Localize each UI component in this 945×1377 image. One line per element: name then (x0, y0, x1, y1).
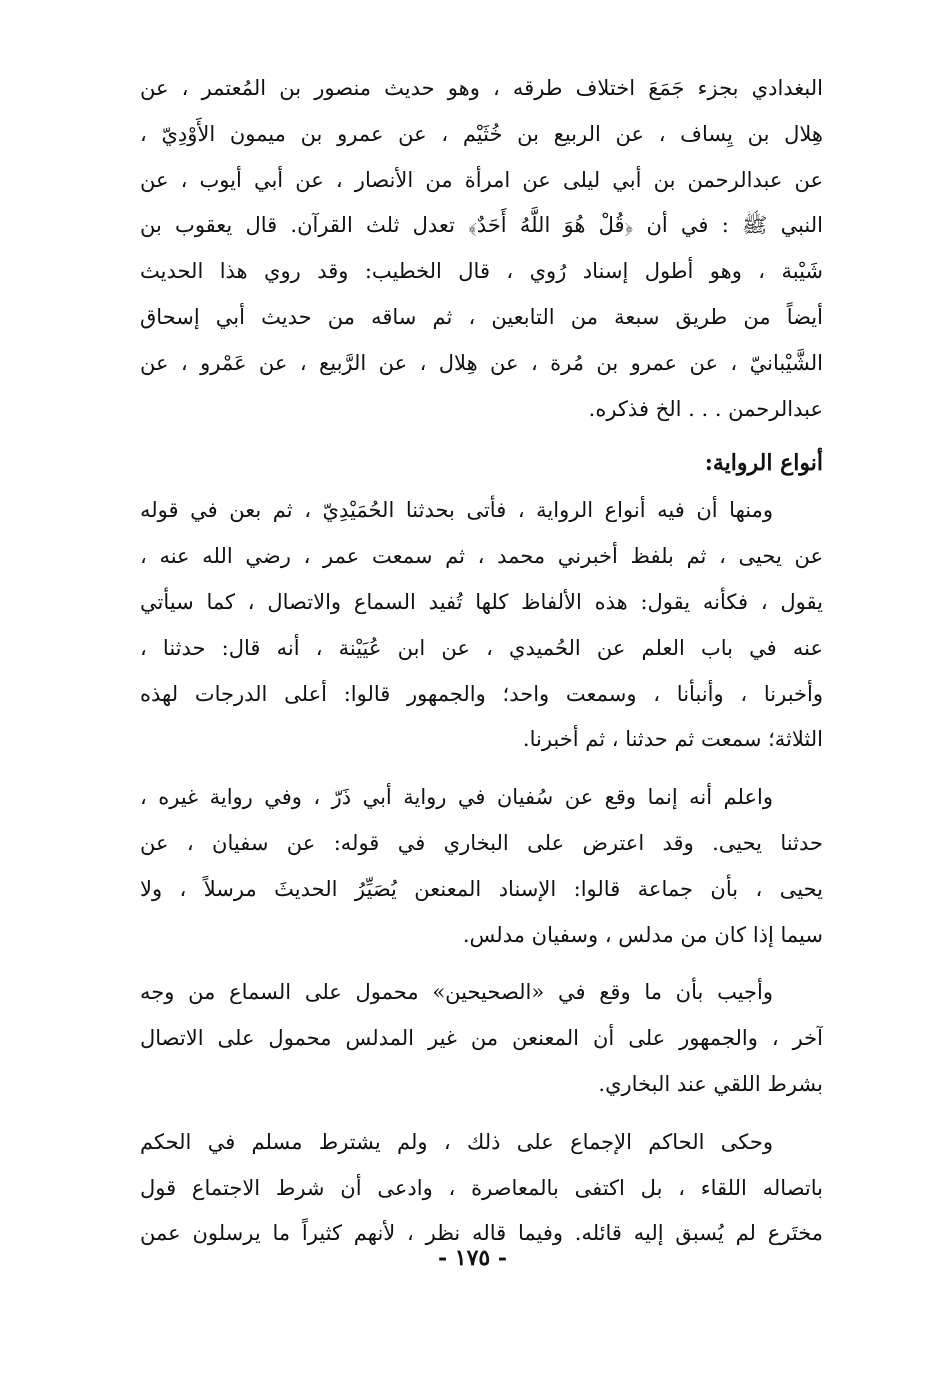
text-line: حدثنا يحيى. وقد اعترض على البخاري في قوله: عن سفيان ، عن (140, 830, 823, 855)
text-line: مختَرع لم يُسبق إليه قائله. وفيما قاله نظر ، لأنهم كثيراً ما يرسلون عمن (140, 1221, 823, 1246)
text-line: آخر ، والجمهور على أن المعنعن من غير المدلس محمول على الاتصال (140, 1026, 823, 1051)
paragraph-2 (140, 488, 823, 763)
text-line: هِلال بن يِساف ، عن الربيع بن خُثَيْم ، عن عمرو بن ميمون الأَوْدِيّ ، (140, 121, 823, 146)
text-line: وأجيب بأن ما وقع في «الصحيحين» محمول على السماع من وجه (140, 980, 773, 1005)
text-line: عنه في باب العلم عن الحُميدي ، عن ابن عُيَيْنة ، أنه قال: حدثنا ، (140, 635, 823, 660)
text-line: سيما إذا كان من مدلس ، وسفيان مدلس. (462, 922, 823, 947)
text-line: يحيى ، بأن جماعة قالوا: الإسناد المعنعن يُصَيِّرُ الحديثَ مرسلاً ، ولا (140, 876, 823, 901)
text-line: النبي ﷺ : في أن ﴿قُلْ هُوَ اللَّهُ أَحَدٌ﴾ تعدل ثلث القرآن. قال يعقوب بن (140, 213, 823, 238)
text-line: عن عبدالرحمن بن أبي ليلى عن امرأة من الأنصار ، عن أبي أيوب ، عن (140, 167, 823, 192)
text-line: وحكى الحاكم الإجماع على ذلك ، ولم يشترط مسلم في الحكم (140, 1129, 773, 1154)
paragraph-5 (140, 1120, 823, 1257)
text-line: البغدادي بجزء جَمَعَ اختلاف طرقه ، وهو حديث منصور بن المُعتمر ، عن (140, 76, 823, 100)
text-line: عن يحيى ، ثم بلفظ أخبرني محمد ، ثم سمعت عمر ، رضي الله عنه ، (140, 544, 823, 569)
text-line: وأخبرنا ، وأنبأنا ، وسمعت واحد؛ والجمهور قالوا: أعلى الدرجات لهذه (140, 681, 823, 706)
text-line: بشرط اللقي عند البخاري. (598, 1071, 823, 1096)
page-body (140, 66, 823, 1257)
text-line: ومنها أن فيه أنواع الرواية ، فأتى بحدثنا الحُمَيْدِيّ ، ثم بعن في قوله (140, 498, 773, 523)
text-line: الثلاثة؛ سمعت ثم حدثنا ، ثم أخبرنا. (522, 727, 823, 752)
text-line: عبدالرحمن . . . الخ فذكره. (588, 396, 823, 421)
text-line: شَيْبة ، وهو أطول إسناد رُوي ، قال الخطيب: وقد روي هذا الحديث (140, 259, 823, 284)
text-line: باتصاله اللقاء ، بل اكتفى بالمعاصرة ، وادعى أن شرط الاجتماع قول (140, 1175, 823, 1200)
section-heading: أنواع الرواية: (704, 450, 823, 477)
paragraph-3 (140, 775, 823, 958)
page-number: - ١٧٥ - (437, 1245, 508, 1271)
paragraph-4 (140, 970, 823, 1107)
text-line: الشَّيْبانيّ ، عن عمرو بن مُرة ، عن هِلال ، عن الرَّبيع ، عن عَمْرو ، عن (140, 350, 823, 375)
text-line: يقول ، فكأنه يقول: هذه الألفاظ كلها تُفيد السماع والاتصال ، كما سيأتي (140, 589, 823, 614)
paragraph-1 (140, 66, 823, 432)
text-line: أيضاً من طريق سبعة من التابعين ، ثم ساقه من حديث أبي إسحاق (140, 304, 823, 329)
text-line: واعلم أنه إنما وقع عن سُفيان في رواية أبي ذَرّ ، وفي رواية غيره ، (140, 785, 773, 810)
